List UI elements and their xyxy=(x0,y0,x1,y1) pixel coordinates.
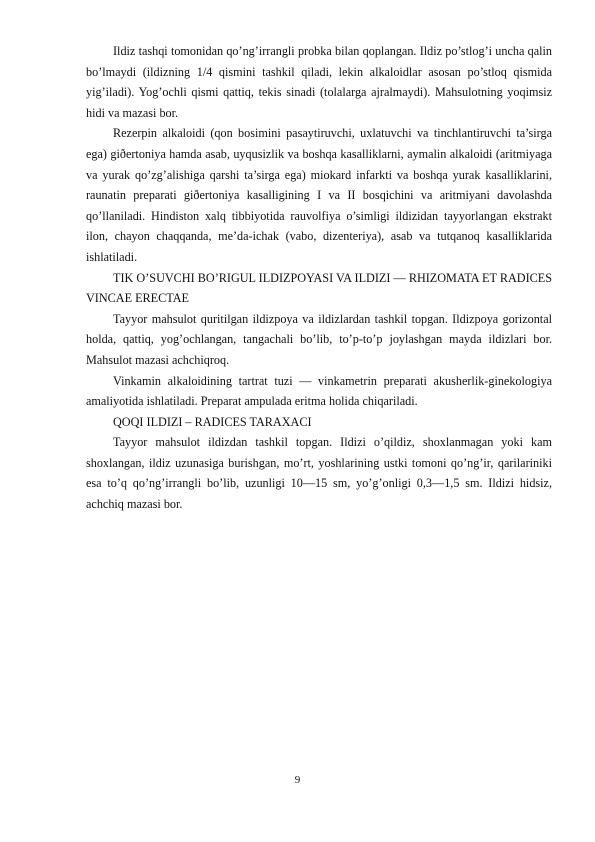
paragraph-root-description: Ildiz tashqi tomonidan qo’ng’irrangli probka bilan qoplangan. Ildiz po’stlog’i uncha qalin bo’lmaydi (ildizning 1/4 qismini tashkil qiladi, lekin alkaloidlar asosan po’stloq qismida yig’iladi). Yog’ochli qismi qattiq, tekis sinadi (tolalarga ajralmaydi). Mahsulotning yoqimsiz hidi va mazasi bor. xyxy=(86,44,552,120)
section-heading-taraxacum: QOQI ILDIZI – RADICES TARAXACI xyxy=(113,414,312,429)
paragraph-vinca-description: Tayyor mahsulot quritilgan ildizpoya va ildizlardan tashkil topgan. Ildizpoya gorizontal holda, qattiq, yog’ochlangan, tangachali bo’lib, to’p-to’p joylashgan mayda ildizlari bor. Mahsulot mazasi achchiqroq. xyxy=(86,311,552,367)
paragraph-reserpine-usage: Rezerpin alkaloidi (qon bosimini pasaytiruvchi, uxlatuvchi va tinchlantiruvchi ta’sirga ega) giðertoniya hamda asab, uyqusizlik va boshqa kasalliklarni, aymalin alkaloidi (aritmiyaga va yurak qo’zg’alishiga qarshi ta’sirga ega) miokard infarkti va boshqa yurak kasalliklarini, raunatin preparati giðertoniya kasalligining I va II bosqichini va aritmiyani davolashda qo’llaniladi. Hindiston xalq tibbiyotida rauvolfiya o’simligi ildizidan tayyorlangan ekstrakt ilon, chayon chaqqanda, me’da-ichak (vabo, dizenteriya), asab va tutqanoq kasalliklarida ishlatiladi. xyxy=(86,126,552,264)
text-body xyxy=(86,41,552,515)
section-heading-vinca: TIK O’SUVCHI BO’RIGUL ILDIZPOYASI VA ILDIZI — RHIZOMATA ET RADICES VINCAE ERECTAE xyxy=(86,270,552,306)
page-number: 9 xyxy=(294,774,301,786)
paragraph-taraxacum-description: Tayyor mahsulot ildizdan tashkil topgan. Ildizi o’qildiz, shoxlanmagan yoki kam shoxlangan, ildiz uzunasiga burishgan, mo’rt, yoshlarining ustki tomoni qo’ng’ir, qarilariniki esa to’q qo’ng’irrangli bo’lib, uzunligi 10—15 sm, yo’g’onligi 0,3—1,5 sm. Ildizi hidsiz, achchiq mazasi bor. xyxy=(86,435,552,512)
paragraph-vincamine-usage: Vinkamin alkaloidining tartrat tuzi — vinkametrin preparati akusherlik-ginekologiya amaliyotida ishlatiladi. Preparat ampulada eritma holida chiqariladi. xyxy=(86,373,552,409)
